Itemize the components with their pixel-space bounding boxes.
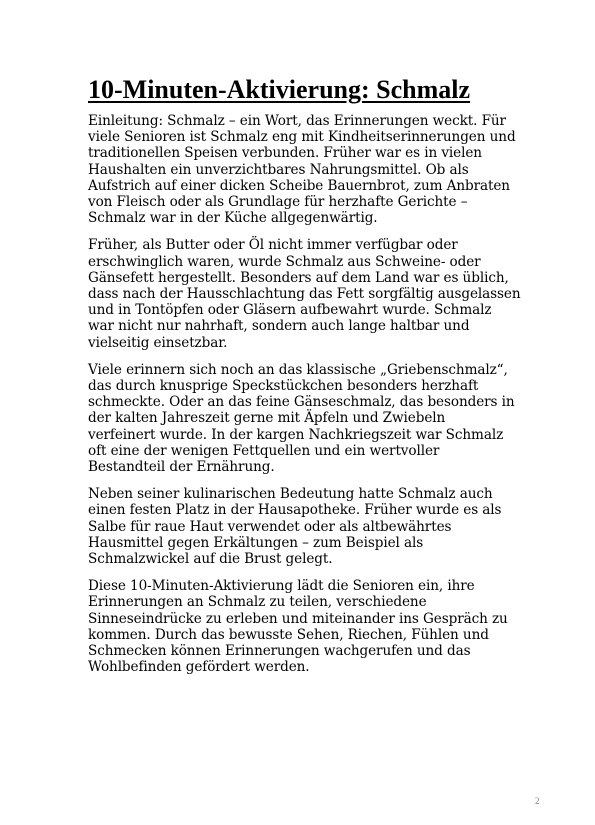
text-line: Salbe für raue Haut verwendet oder als altbewährtes xyxy=(88,518,452,535)
text-line: dass nach der Hausschlachtung das Fett sorgfältig ausgelassen xyxy=(88,286,521,303)
text-line: Früher, als Butter oder Öl nicht immer verfügbar oder xyxy=(88,237,458,254)
text-line: Neben seiner kulinarischen Bedeutung hatte Schmalz auch xyxy=(88,486,493,503)
text-line: Bestandteil der Ernährung. xyxy=(88,459,275,476)
text-line: Einleitung: Schmalz – ein Wort, das Erinnerungen weckt. Für xyxy=(88,113,506,129)
text-line: das durch knusprige Speckstückchen besonders herzhaft xyxy=(88,378,479,395)
paragraph-activation xyxy=(88,578,508,675)
paragraph-home-remedy xyxy=(88,486,508,567)
text-line: Diese 10-Minuten-Aktivierung lädt die Senioren ein, ihre xyxy=(88,578,475,595)
text-line: der kalten Jahreszeit gerne mit Äpfeln und Zwiebeln xyxy=(88,410,446,427)
paragraph-varieties xyxy=(88,361,515,476)
text-line: schmeckte. Oder an das feine Gänseschmalz, das besonders in xyxy=(88,394,515,411)
text-line: Schmalzwickel auf die Brust gelegt. xyxy=(88,551,333,568)
body-text xyxy=(88,113,521,687)
text-line: Hausmittel gegen Erkältungen – zum Beispiel als xyxy=(88,534,424,551)
paragraph-history xyxy=(88,237,521,351)
text-line: Schmecken können Erinnerungen wachgerufen und das xyxy=(88,643,471,660)
text-line: oft eine der wenigen Fettquellen und ein wertvoller xyxy=(88,442,440,459)
text-line: Gänsefett hergestellt. Besonders auf dem Land war es üblich, xyxy=(88,269,509,286)
text-line: Haushalten ein unverzichtbares Nahrungsmittel. Ob als xyxy=(88,161,469,178)
text-line: Wohlbefinden gefördert werden. xyxy=(88,659,310,676)
text-line: Schmalz war in der Küche allgegenwärtig. xyxy=(88,210,378,227)
text-line: traditionellen Speisen verbunden. Früher war es in vielen xyxy=(88,145,482,162)
text-line: Sinneseindrücke zu erleben und miteinander ins Gespräch zu xyxy=(88,610,508,627)
text-line: einen festen Platz in der Hausapotheke. Früher wurde es als xyxy=(88,502,502,519)
text-line: war nicht nur nahrhaft, sondern auch lange haltbar und xyxy=(88,318,470,335)
text-line: Viele erinnern sich noch an das klassische „Griebenschmalz“, xyxy=(88,361,508,378)
text-line: erschwinglich waren, wurde Schmalz aus Schweine- oder xyxy=(88,253,481,270)
text-line: von Fleisch oder als Grundlage für herzhafte Gerichte – xyxy=(88,194,468,211)
text-line: vielseitig einsetzbar. xyxy=(88,334,228,351)
text-line: kommen. Durch das bewusste Sehen, Riechen, Fühlen und xyxy=(88,626,489,643)
page-number: 2 xyxy=(535,796,540,806)
text-line: und in Tontöpfen oder Gläsern aufbewahrt wurde. Schmalz xyxy=(88,302,492,319)
page-title: 10-Minuten-Aktivierung: Schmalz xyxy=(88,75,471,104)
text-line: Erinnerungen an Schmalz zu teilen, verschiedene xyxy=(88,594,427,611)
paragraph-introduction xyxy=(88,113,516,227)
text-line: Aufstrich auf einer dicken Scheibe Bauernbrot, zum Anbraten xyxy=(88,177,510,194)
text-line: viele Senioren ist Schmalz eng mit Kindheitserinnerungen und xyxy=(88,129,516,146)
text-line: verfeinert wurde. In der kargen Nachkriegszeit war Schmalz xyxy=(88,426,504,443)
